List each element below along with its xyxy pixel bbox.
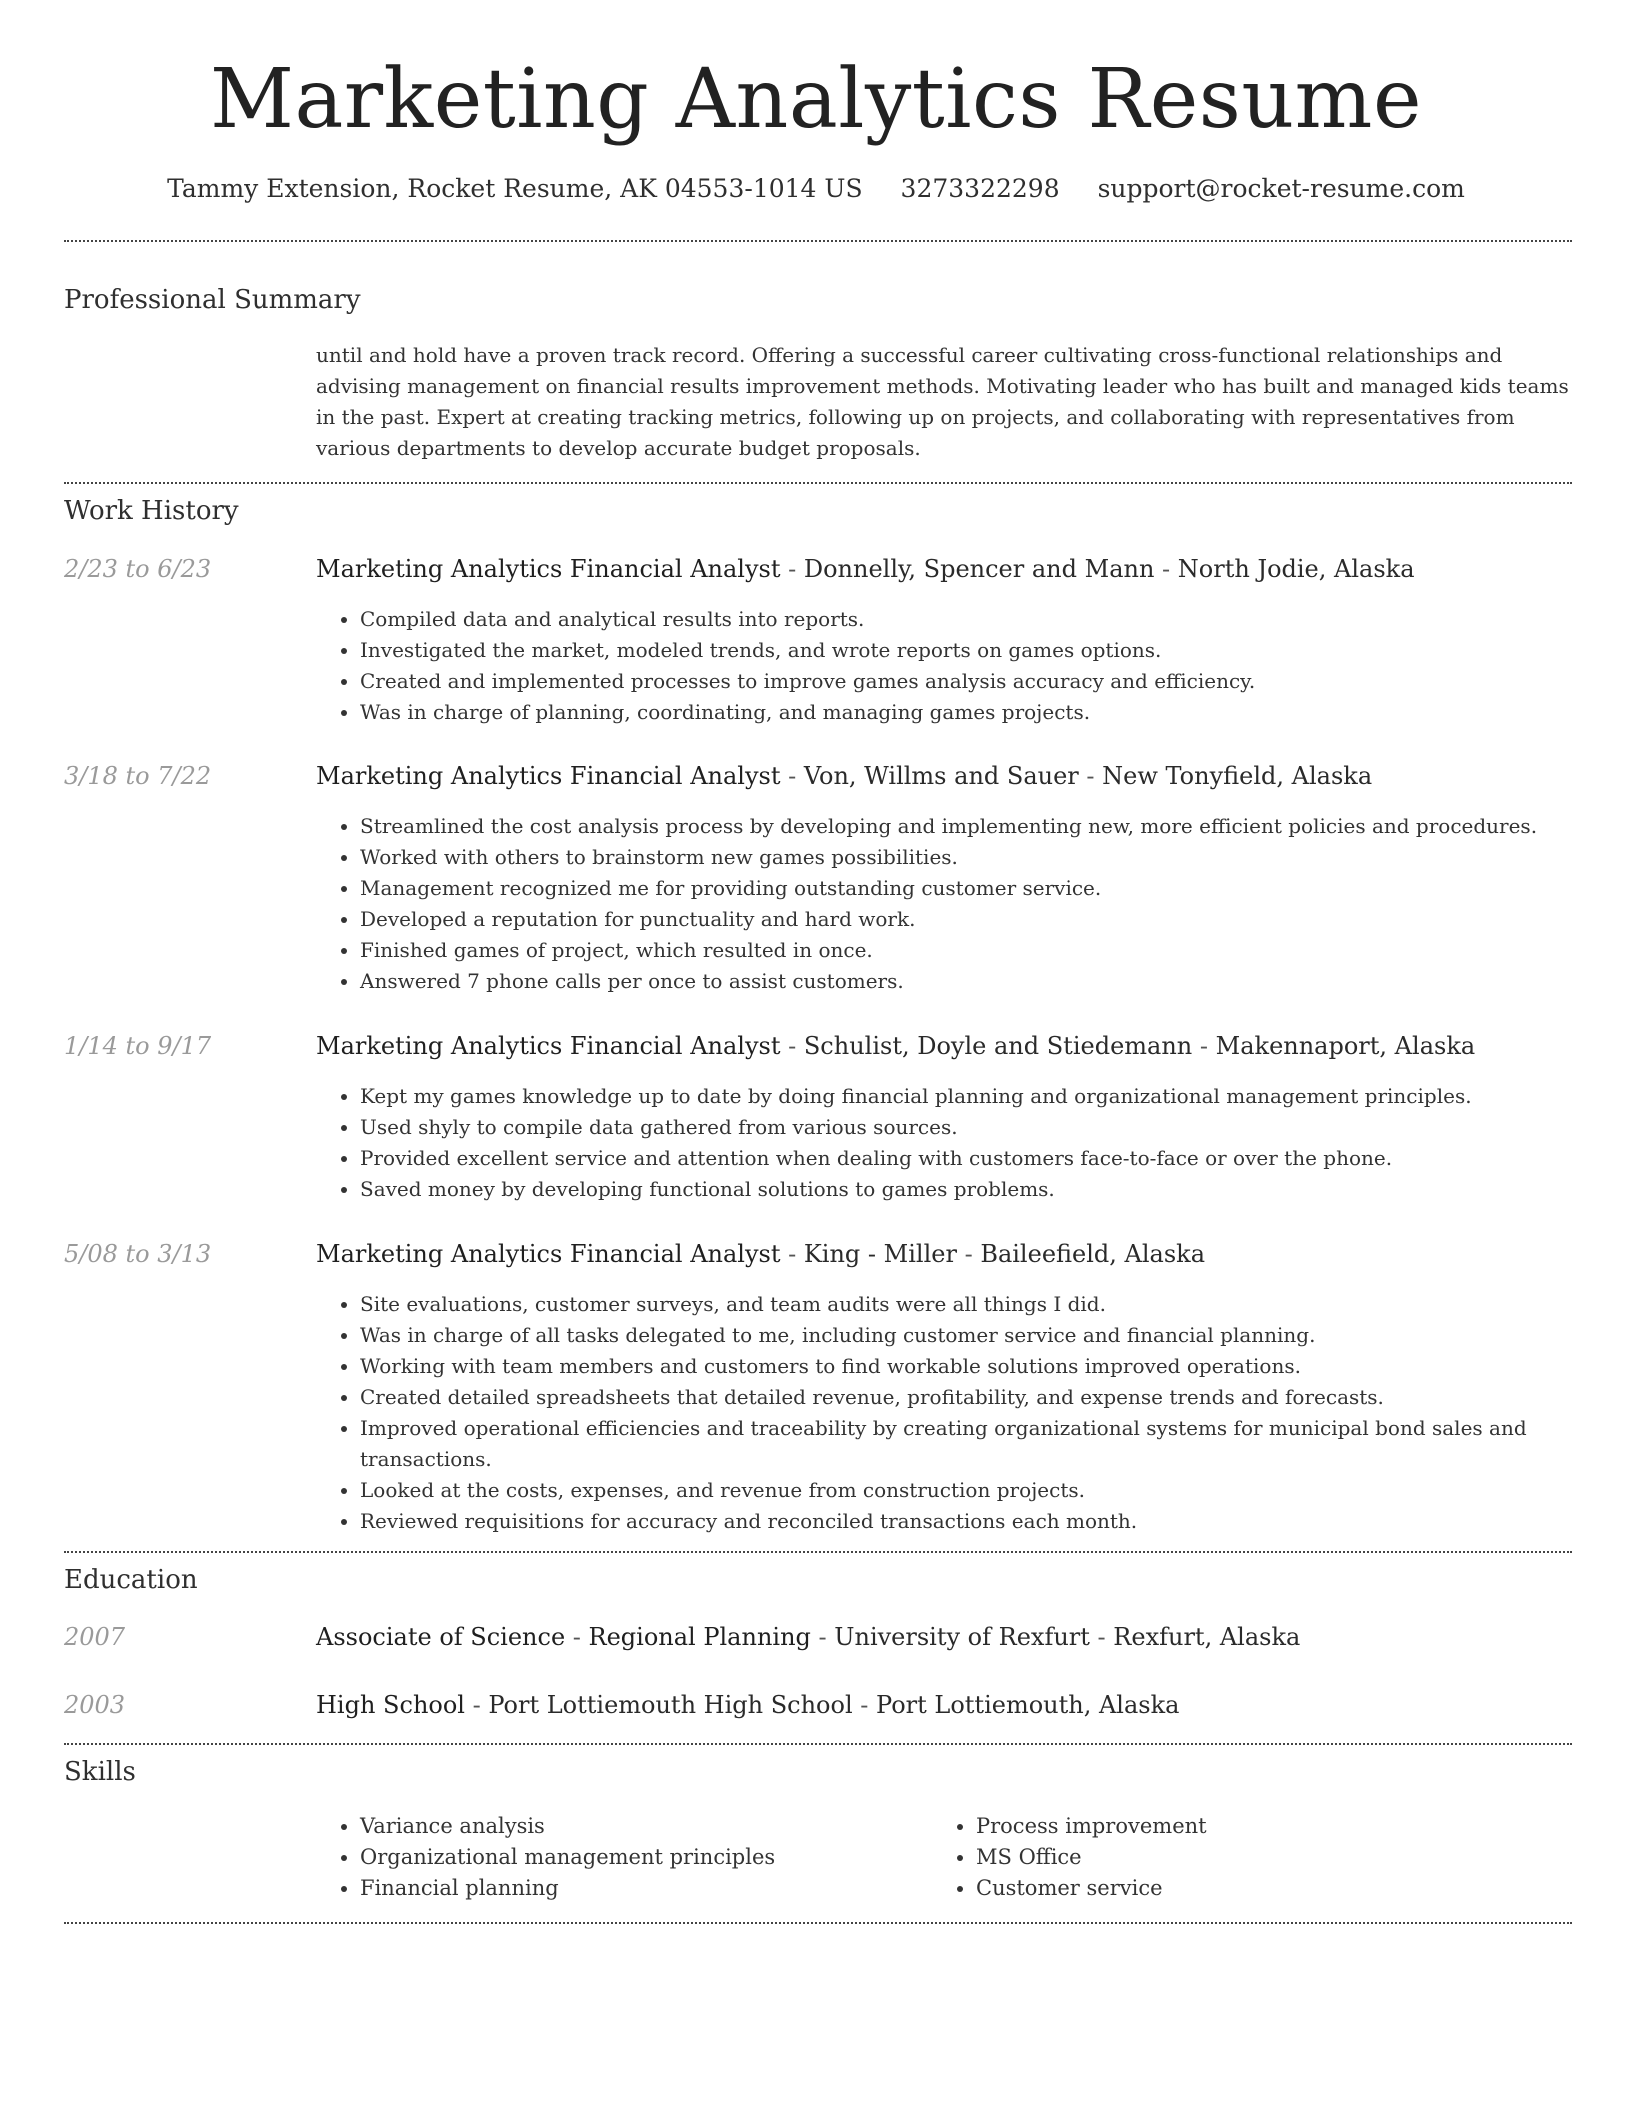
- skill-item: • Organizational management principles: [360, 1842, 920, 1873]
- skills-list-left: [316, 1811, 920, 1904]
- list-item: • Improved operational efficiencies and traceability by creating organizational systems for municipal bond sales and transactions.: [360, 1413, 1578, 1475]
- education-school: University of Rexfurt: [834, 1623, 1090, 1651]
- resume-title: Marketing Analytics Resume: [210, 52, 1422, 147]
- education-heading: Education: [64, 1565, 198, 1595]
- list-item: • Worked with others to brainstorm new games possibilities.: [360, 842, 1578, 873]
- list-item: • Was in charge of all tasks delegated to me, including customer service and financial planning.: [360, 1320, 1578, 1351]
- divider: [64, 1743, 1572, 1745]
- job-bullets: [316, 604, 1578, 728]
- contact-address: Tammy Extension, Rocket Resume, AK 04553-1014 US: [167, 174, 863, 203]
- list-item: • Developed a reputation for punctuality and hard work.: [360, 904, 1578, 935]
- list-item: • Created and implemented processes to improve games analysis accuracy and efficiency.: [360, 666, 1578, 697]
- list-item: • Provided excellent service and attention when dealing with customers face-to-face or over the phone.: [360, 1143, 1578, 1174]
- education-entry: Associate of Science - Regional Planning - University of Rexfurt - Rexfurt, Alaska: [316, 1623, 1301, 1651]
- list-item: • Reviewed requisitions for accuracy and reconciled transactions each month.: [360, 1506, 1578, 1537]
- skill-item: • Variance analysis: [360, 1811, 920, 1842]
- job-dates: 5/08 to 3/13: [64, 1240, 212, 1268]
- list-item: • Site evaluations, customer surveys, and team audits were all things I did.: [360, 1289, 1578, 1320]
- job-dates: 3/18 to 7/22: [64, 762, 212, 790]
- contact-line: [0, 172, 1632, 206]
- job-heading: Marketing Analytics Financial Analyst - Von, Willms and Sauer - New Tonyfield, Alaska: [316, 762, 1373, 790]
- job-location: Makennaport, Alaska: [1215, 1032, 1476, 1060]
- skill-item: • Financial planning: [360, 1873, 920, 1904]
- job-bullets: [316, 1081, 1578, 1205]
- education-location: Rexfurt, Alaska: [1113, 1623, 1301, 1651]
- list-item: • Kept my games knowledge up to date by doing financial planning and organizational management principles.: [360, 1081, 1578, 1112]
- list-item: • Answered 7 phone calls per once to assist customers.: [360, 966, 1578, 997]
- work-history-heading: Work History: [64, 496, 239, 526]
- education-year: 2003: [64, 1691, 126, 1719]
- job-title: Marketing Analytics Financial Analyst: [316, 1032, 781, 1060]
- list-item: • Investigated the market, modeled trends, and wrote reports on games options.: [360, 635, 1578, 666]
- list-item: • Working with team members and customers to find workable solutions improved operations.: [360, 1351, 1578, 1382]
- skills-heading: Skills: [64, 1757, 136, 1787]
- job-title: Marketing Analytics Financial Analyst: [316, 762, 781, 790]
- job-location: New Tonyfield, Alaska: [1102, 762, 1373, 790]
- divider: [64, 1551, 1572, 1553]
- list-item: • Streamlined the cost analysis process by developing and implementing new, more efficient policies and procedures.: [360, 811, 1578, 842]
- divider: [64, 240, 1572, 242]
- job-title: Marketing Analytics Financial Analyst: [316, 1240, 781, 1268]
- contact-email[interactable]: support@rocket-resume.com: [1097, 174, 1465, 203]
- list-item: • Created detailed spreadsheets that detailed revenue, profitability, and expense trends and forecasts.: [360, 1382, 1578, 1413]
- skill-item: • Process improvement: [976, 1811, 1536, 1842]
- education-school: Port Lottiemouth High School: [488, 1691, 853, 1719]
- divider: [64, 1922, 1572, 1924]
- job-heading: Marketing Analytics Financial Analyst - Schulist, Doyle and Stiedemann - Makennaport, Alaska: [316, 1032, 1476, 1060]
- education-year: 2007: [64, 1623, 126, 1651]
- job-heading: Marketing Analytics Financial Analyst - Donnelly, Spencer and Mann - North Jodie, Alaska: [316, 555, 1415, 583]
- job-dates: 2/23 to 6/23: [64, 555, 212, 583]
- divider: [64, 482, 1572, 484]
- list-item: • Finished games of project, which resulted in once.: [360, 935, 1578, 966]
- skill-item: • Customer service: [976, 1873, 1536, 1904]
- job-bullets: [316, 811, 1578, 997]
- job-title: Marketing Analytics Financial Analyst: [316, 555, 781, 583]
- list-item: • Used shyly to compile data gathered from various sources.: [360, 1112, 1578, 1143]
- job-company: Donnelly, Spencer and Mann: [803, 555, 1155, 583]
- job-company: Von, Willms and Sauer: [803, 762, 1079, 790]
- list-item: • Was in charge of planning, coordinating, and managing games projects.: [360, 697, 1578, 728]
- job-company: King - Miller: [803, 1240, 957, 1268]
- education-degree: Associate of Science: [316, 1623, 566, 1651]
- contact-phone: 3273322298: [900, 174, 1060, 203]
- job-location: Baileefield, Alaska: [980, 1240, 1206, 1268]
- summary-heading: Professional Summary: [64, 285, 361, 315]
- job-company: Schulist, Doyle and Stiedemann: [803, 1032, 1193, 1060]
- education-entry: High School - Port Lottiemouth High School - Port Lottiemouth, Alaska: [316, 1691, 1180, 1719]
- list-item: • Looked at the costs, expenses, and revenue from construction projects.: [360, 1475, 1578, 1506]
- skills-list-right: [932, 1811, 1536, 1904]
- education-degree: High School: [316, 1691, 465, 1719]
- job-heading: Marketing Analytics Financial Analyst - King - Miller - Baileefield, Alaska: [316, 1240, 1206, 1268]
- list-item: • Compiled data and analytical results into reports.: [360, 604, 1578, 635]
- education-location: Port Lottiemouth, Alaska: [876, 1691, 1180, 1719]
- job-bullets: [316, 1289, 1578, 1537]
- job-location: North Jodie, Alaska: [1177, 555, 1415, 583]
- list-item: • Management recognized me for providing outstanding customer service.: [360, 873, 1578, 904]
- skill-item: • MS Office: [976, 1842, 1536, 1873]
- education-field: Regional Planning: [588, 1623, 811, 1651]
- list-item: • Saved money by developing functional solutions to games problems.: [360, 1174, 1578, 1205]
- summary-text: until and hold have a proven track record. Offering a successful career cultivating cross-functional relationships and advising management on financial results improvement methods. Motivating leader who has built and managed kids teams in the past. Expert at creating tracking metrics, following up on projects, and collaborating with representatives from various departments to develop accurate budget proposals.: [316, 343, 1569, 460]
- job-dates: 1/14 to 9/17: [64, 1032, 212, 1060]
